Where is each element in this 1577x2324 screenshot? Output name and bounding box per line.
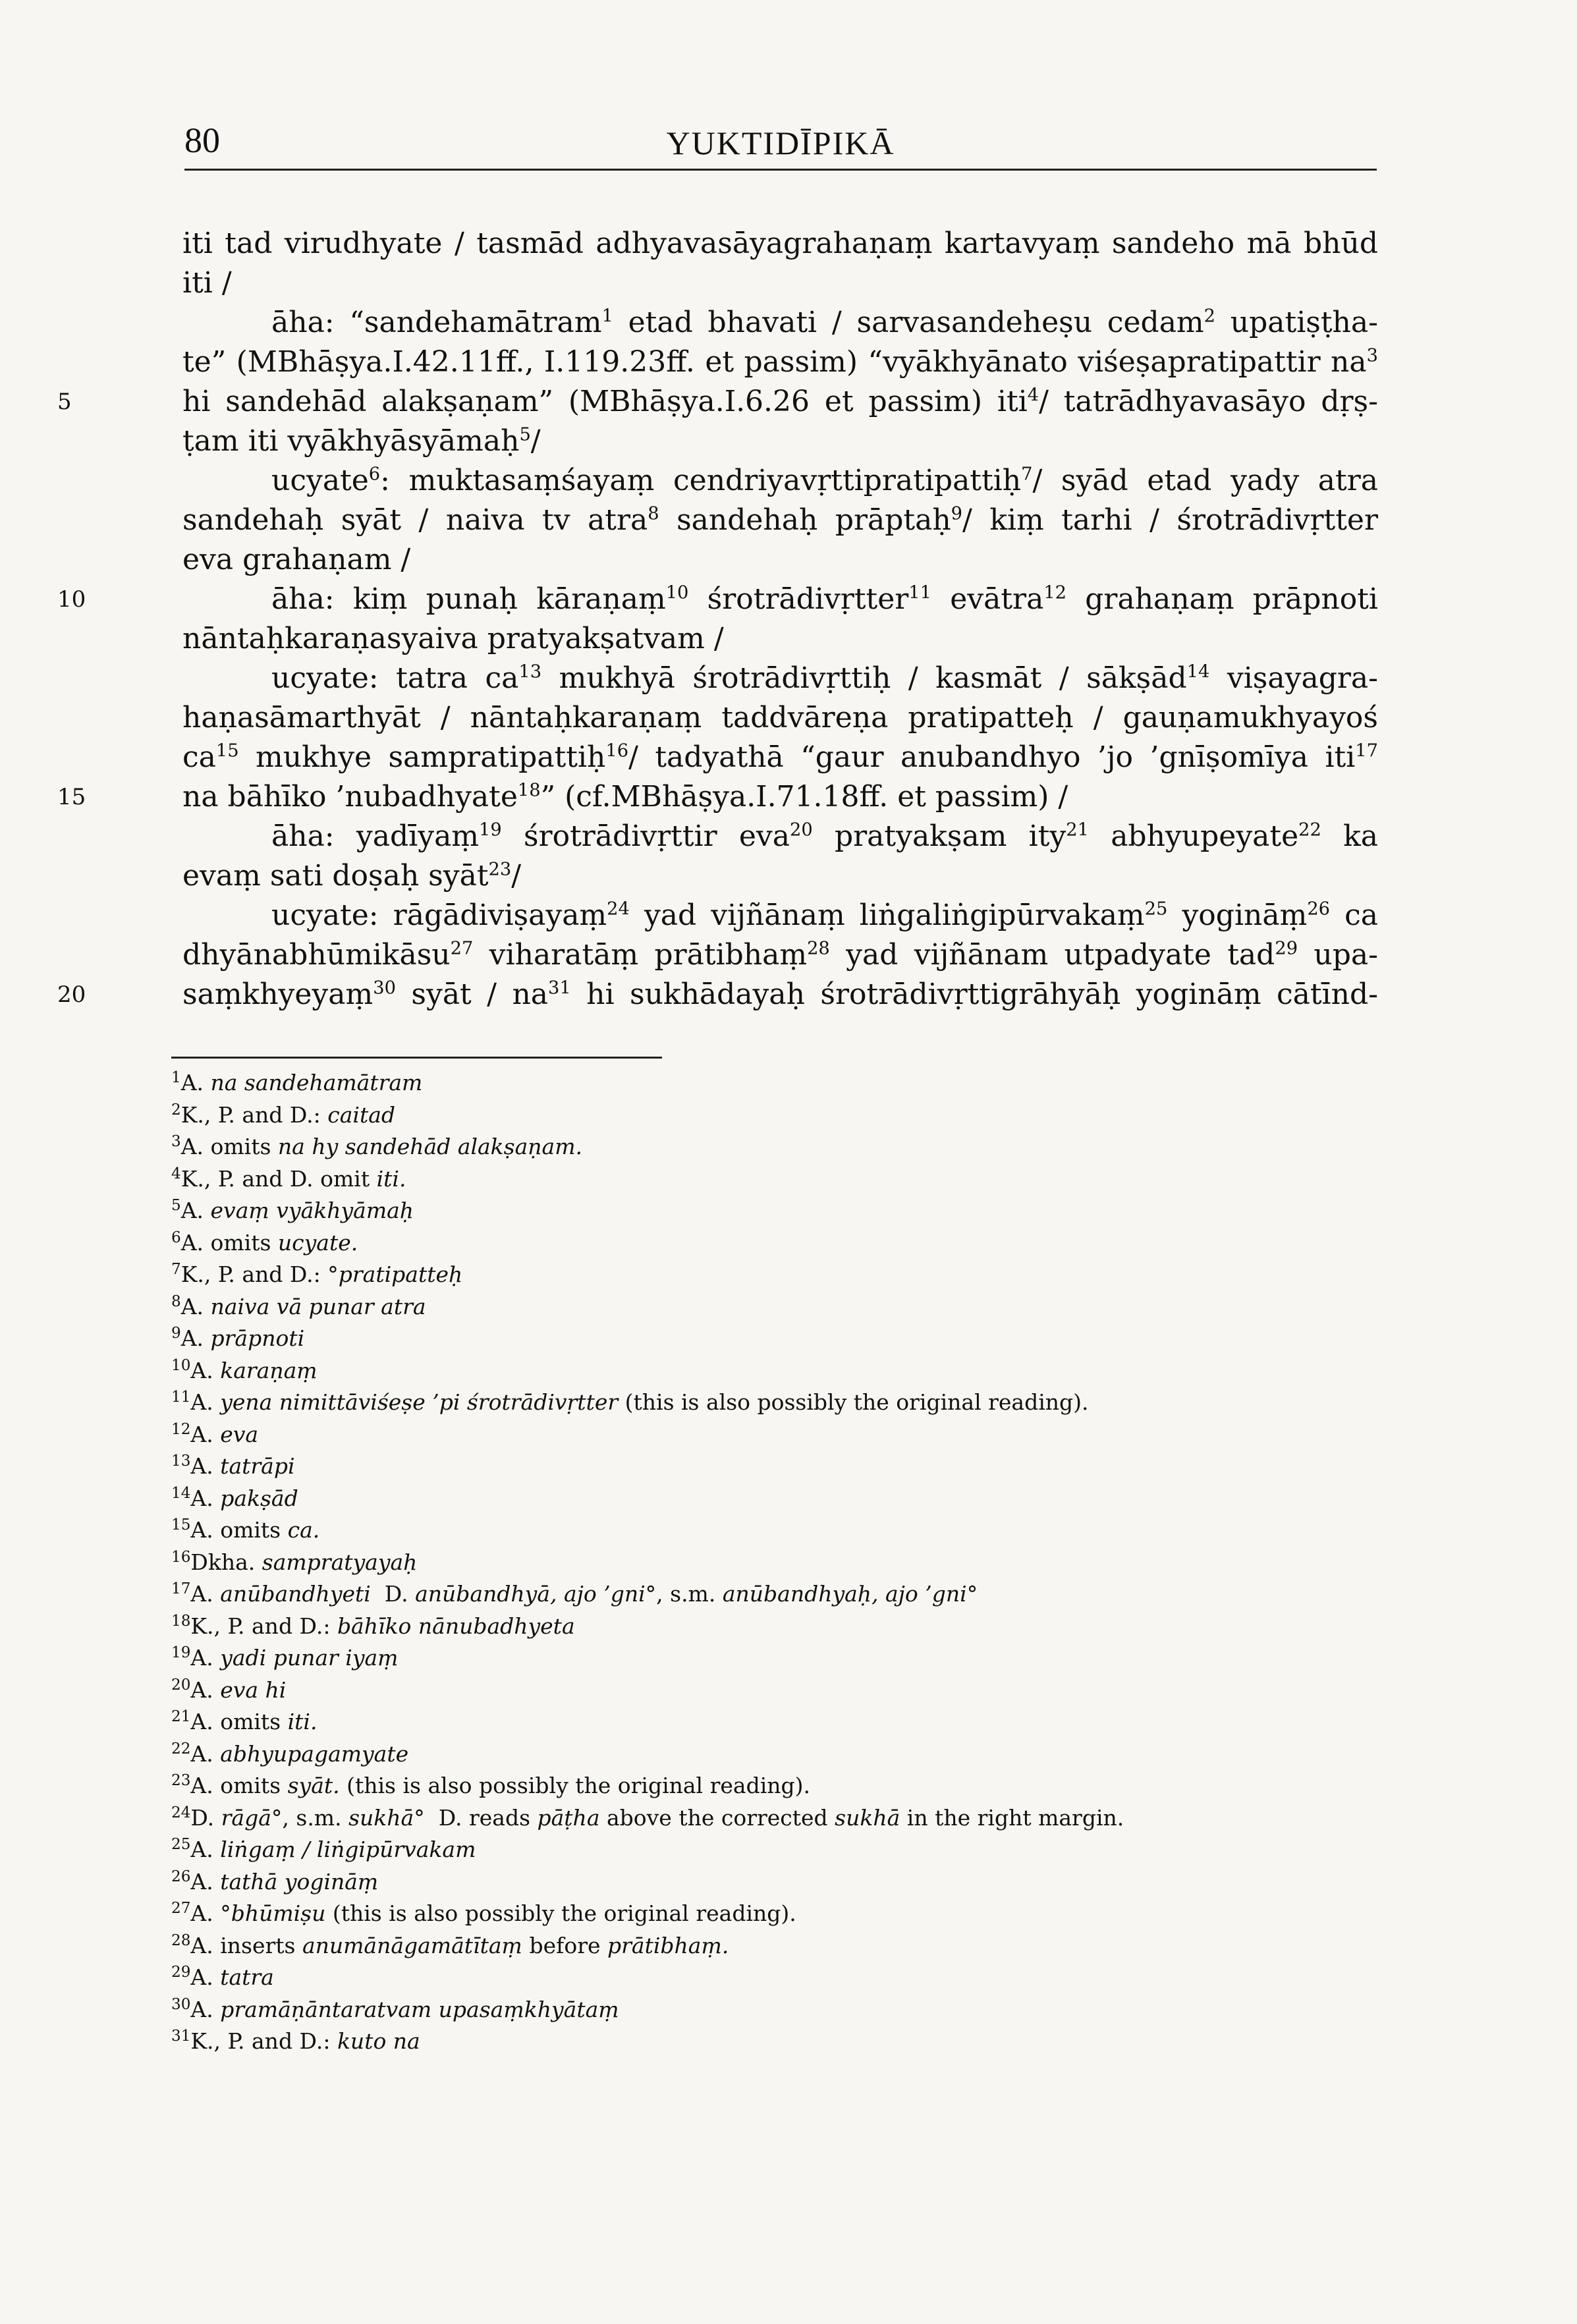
- footnote: $^9$A. prāpnoti: [171, 1325, 305, 1351]
- footnote: $^4$K., P. and D. omit iti.: [171, 1165, 406, 1192]
- text-line: iti /: [182, 266, 232, 300]
- footnote: $^{29}$A. tatra: [171, 1964, 274, 1990]
- footnote-rule: [171, 1057, 662, 1059]
- footnote: $^{12}$A. eva: [171, 1420, 259, 1447]
- footnote: $^{30}$A. pramāṇāntaratvam upasaṃkhyātaṃ: [171, 1995, 619, 2022]
- text-line: ucyate: tatra $ca^{13}$ mukhyā śrotrādivṛttiḥ / kasmāt / sākṣād$^{14}$ viṣayagra-: [271, 661, 1379, 695]
- footnote: $^7$K., P. and D.: °pratipatteḥ: [171, 1261, 463, 1287]
- footnote: $^{14}$A. pakṣād: [171, 1484, 298, 1511]
- line-number: 20: [57, 982, 86, 1008]
- footnote: $^{10}$A. karaṇaṃ: [171, 1356, 318, 1383]
- line-number: 5: [57, 389, 72, 415]
- footnote: $^{21}$A. omits iti.: [171, 1708, 318, 1734]
- footnote: $^{31}$K., P. and D.: kuto na: [171, 2028, 420, 2054]
- page-number: 80: [184, 121, 220, 160]
- text-line: 5 hi sandehād alakṣaṇam” (MBhāṣya.I.6.26 et passim) iti$^4$/ tatrādhyavasāyo dṛṣ-: [182, 382, 1378, 422]
- footnote: $^5$A. evaṃ vyākhyāmaḥ: [171, 1197, 414, 1223]
- footnote: $^{13}$A. tatrāpi: [171, 1452, 295, 1479]
- text-line: āha: “sandehamātram$^1$ etad bhavati / sarvasandeheṣu cedam$^2$ upatiṣṭha-: [271, 306, 1378, 339]
- text-line: nāntaḥkaraṇasyaiva pratyakṣatvam /: [182, 622, 724, 655]
- footnote: $^3$A. omits na hy sandehād alakṣaṇam.: [171, 1133, 583, 1159]
- text-line: iti tad virudhyate / tasmād adhyavasāyagrahaṇaṃ kartavyaṃ sandeho mā bhūd: [182, 227, 1378, 260]
- main-text: [57, 224, 1379, 1014]
- footnote: $^{24}$D. rāgā°, s.m. sukhā° D. reads pāṭha above the corrected sukhā in the right margin.: [171, 1804, 1124, 1831]
- footnote: $^{26}$A. tathā yogināṃ: [171, 1868, 379, 1895]
- text-line: āha: yadīyaṃ$^{19}$ śrotrādivṛttir eva$^{20}$ pratyakṣam ity$^{21}$ abhyupeyate$^{22}$ ka: [271, 819, 1378, 853]
- text-line: ucyate: rāgādiviṣayaṃ$^{24}$ yad vijñānaṃ liṅgaliṅgipūrvakaṃ$^{25}$ yogināṃ$^{26}$ ca: [271, 899, 1378, 932]
- running-header: [184, 120, 1377, 171]
- footnote: $^{28}$A. inserts anumānāgamātītaṃ before prātibhaṃ.: [171, 1931, 729, 1958]
- footnote: $^{19}$A. yadi punar iyaṃ: [171, 1644, 399, 1671]
- text-line: ṭam iti vyākhyāsyāmaḥ$^5$/: [182, 424, 541, 458]
- text-line: te” (MBhāṣya.I.42.11ff., I.119.23ff. et passim) “vyākhyānato viśeṣapratipattir $na^3$: [182, 345, 1378, 379]
- footnote: $^{17}$A. anūbandhyeti D. anūbandhyā, ajo ’gni°, s.m. anūbandhyaḥ, ajo ’gni°: [171, 1580, 978, 1607]
- running-title: YUKTIDĪPIKĀ: [666, 124, 895, 161]
- footnote: $^2$K., P. and D.: caitad: [171, 1101, 396, 1128]
- line-number: 15: [57, 784, 86, 810]
- footnote: $^{15}$A. omits ca.: [171, 1516, 320, 1543]
- footnote: $^{11}$A. yena nimittāviśeṣe ’pi śrotrādivṛtter (this is also possibly the original reading).: [171, 1389, 1089, 1415]
- footnote: $^1$A. na sandehamātram: [171, 1069, 423, 1095]
- footnote: $^{25}$A. liṅgaṃ / liṅgipūrvakam: [171, 1836, 476, 1862]
- footnote: $^{20}$A. eva hi: [171, 1676, 287, 1703]
- footnotes: [171, 1067, 1390, 2058]
- footnote: $^{18}$K., P. and D.: bāhīko nānubadhyeta: [171, 1612, 575, 1639]
- text-line: dhyānabhūmikāsu$^{27}$ viharatāṃ prātibhaṃ$^{28}$ yad vijñānam utpadyate tad$^{29}$ upa-: [182, 938, 1378, 972]
- text-line: 20 saṃkhyeyaṃ$^{30}$ syāt / $na^{31}$ hi sukhādayaḥ śrotrādivṛttigrāhyāḥ yogināṃ cātīnd-: [182, 975, 1378, 1014]
- text-line: haṇasāmarthyāt / nāntaḥkaraṇaṃ taddvāreṇa pratipatteḥ / gauṇamukhyayoś: [182, 701, 1378, 734]
- text-line: eva grahaṇam /: [182, 543, 411, 576]
- text-line: sandehaḥ syāt / naiva tv atra$^8$ sandehaḥ prāptaḥ$^9$/ kiṃ tarhi / śrotrādivṛtter: [182, 503, 1378, 537]
- footnote: $^{23}$A. omits syāt. (this is also possibly the original reading).: [171, 1772, 810, 1798]
- footnote: $^{16}$Dkha. sampratyayaḥ: [171, 1548, 418, 1575]
- footnote: $^{22}$A. abhyupagamyate: [171, 1740, 409, 1767]
- text-line: ucyate$^6$: muktasaṃśayaṃ cendriyavṛttipratipattiḥ$^7$/ syād etad yady atra: [271, 464, 1378, 497]
- text-line: $ca^{15}$ mukhye sampratipattiḥ$^{16}$/ tadyathā “gaur anubandhyo ’jo ’gnīṣomīya iti$^{17}$: [182, 740, 1378, 774]
- text-line: 10 āha: kiṃ punaḥ kāraṇaṃ$^{10}$ śrotrādivṛtter$^{11}$ evātra$^{12}$ grahaṇaṃ prāpnoti: [182, 580, 1378, 619]
- footnote: $^6$A. omits ucyate.: [171, 1229, 358, 1256]
- footnote: $^8$A. naiva vā punar atra: [171, 1292, 426, 1319]
- line-number: 10: [57, 586, 86, 613]
- text-line: 15 na bāhīko ’nubadhyate$^{18}$” (cf.MBhāṣya.I.71.18ff. et passim) /: [182, 777, 1378, 817]
- footnote: $^{27}$A. °bhūmiṣu (this is also possibly the original reading).: [171, 1900, 796, 1926]
- text-line: evaṃ sati doṣaḥ syāt$^{23}$/: [182, 859, 522, 893]
